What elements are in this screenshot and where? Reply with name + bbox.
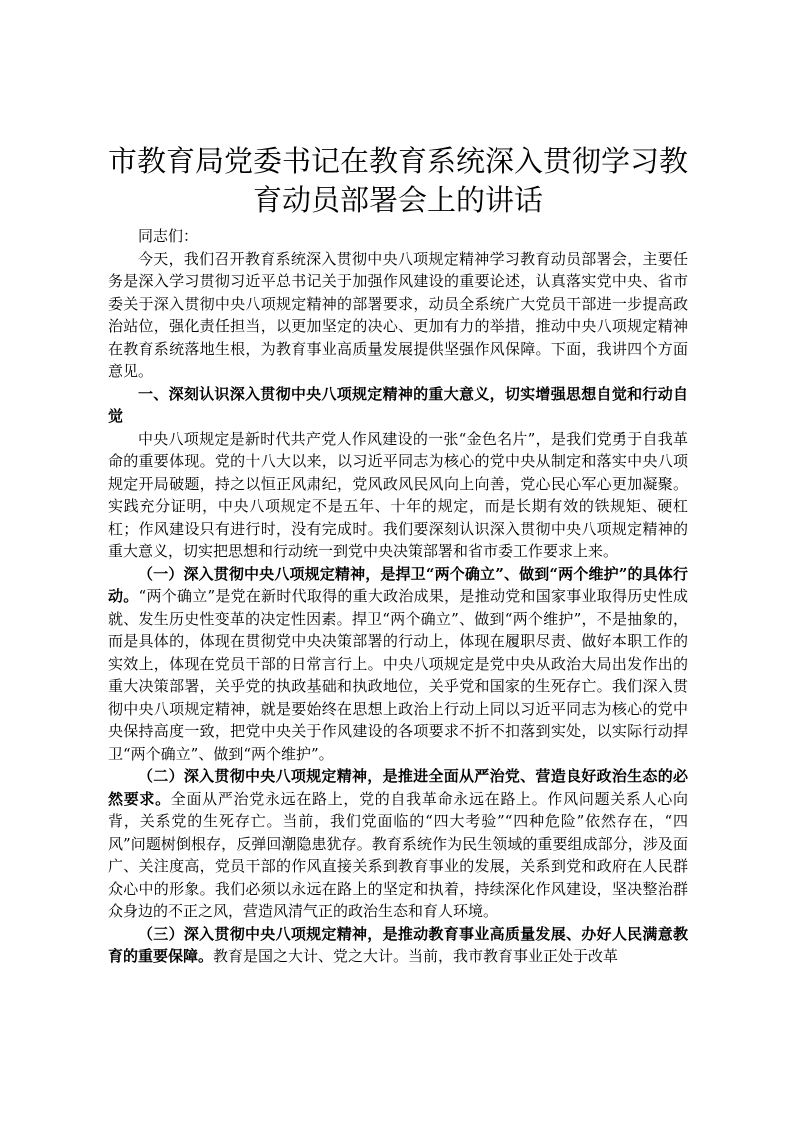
point-3-lead: （三）深入贯彻中央八项规定精神，是推动教育事业高质量发展、办好人民满意教育的重要保障。 (108, 924, 688, 965)
point-1-paragraph (108, 563, 688, 766)
point-3-paragraph (108, 923, 688, 968)
point-3-body: 教育是国之大计、党之大计。当前，我市教育事业正处于改革 (213, 947, 619, 965)
point-2-body: 全面从严治党永远在路上，党的自我革命永远在路上。作风问题关系人心向背，关系党的生死存亡。当前，我们党面临的“四大考验”“四种危险”依然存在，“四风”问题树倒根存，反弹回潮隐患犹存。教育系统作为民生领域的重要组成部分，涉及面广、关注度高，党员干部的作风直接关系到教育事业的发展，关系到党和政府在人民群众心中的形象。我们必须以永远在路上的坚定和执着，持续深化作风建设，坚决整治群众身边的不正之风，营造风清气正的政治生态和育人环境。 (108, 789, 688, 920)
salutation: 同志们： (138, 227, 199, 245)
intro-paragraph: 今天，我们召开教育系统深入贯彻中央八项规定精神学习教育动员部署会，主要任务是深入学习贯彻习近平总书记关于加强作风建设的重要论述，认真落实党中央、省市委关于深入贯彻中央八项规定精神的部署要求，动员全系统广大党员干部进一步提高政治站位，强化责任担当，以更加坚定的决心、更加有力的举措，推动中央八项规定精神在教育系统落地生根，为教育事业高质量发展提供坚强作风保障。下面，我讲四个方面意见。 (108, 249, 688, 380)
section-1-paragraph: 中央八项规定是新时代共产党人作风建设的一张“金色名片”，是我们党勇于自我革命的重要体现。党的十八大以来，以习近平同志为核心的党中央从制定和落实中央八项规定开局破题，持之以恒正风肃纪，党风政风民风向上向善，党心民心军心更加凝聚。实践充分证明，中央八项规定不是五年、十年的规定，而是长期有效的铁规矩、硬杠杠；作风建设只有进行时，没有完成时。我们要深刻认识深入贯彻中央八项规定精神的重大意义，切实把思想和行动统一到党中央决策部署和省市委工作要求上来。 (108, 429, 688, 560)
point-2-lead: （二）深入贯彻中央八项规定精神，是推进全面从严治党、营造良好政治生态的必然要求。 (108, 767, 688, 808)
point-2-paragraph (108, 765, 688, 923)
document-body (108, 142, 688, 968)
document-title: 市教育局党委书记在教育系统深入贯彻学习教育动员部署会上的讲话 (108, 144, 689, 217)
point-1-lead: （一）深入贯彻中央八项规定精神，是捍卫“两个确立”、做到“两个维护”的具体行动。 (108, 564, 688, 605)
point-1-body: “两个确立”是党在新时代取得的重大政治成果，是推动党和国家事业取得历史性成就、发生历史性变革的决定性因素。捍卫“两个确立”、做到“两个维护”，不是抽象的，而是具体的，体现在贯彻党中央决策部署的行动上，体现在履职尽责、做好本职工作的实效上，体现在党员干部的日常言行上。中央八项规定是党中央从政治大局出发作出的重大决策部署，关乎党的执政基础和执政地位，关乎党和国家的生死存亡。我们深入贯彻中央八项规定精神，就是要始终在思想上政治上行动上同以习近平同志为核心的党中央保持高度一致，把党中央关于作风建设的各项要求不折不扣落到实处，以实际行动捍卫“两个确立”、做到“两个维护”。 (108, 587, 688, 763)
section-1-heading: 一、深刻认识深入贯彻中央八项规定精神的重大意义，切实增强思想自觉和行动自觉 (108, 384, 688, 425)
